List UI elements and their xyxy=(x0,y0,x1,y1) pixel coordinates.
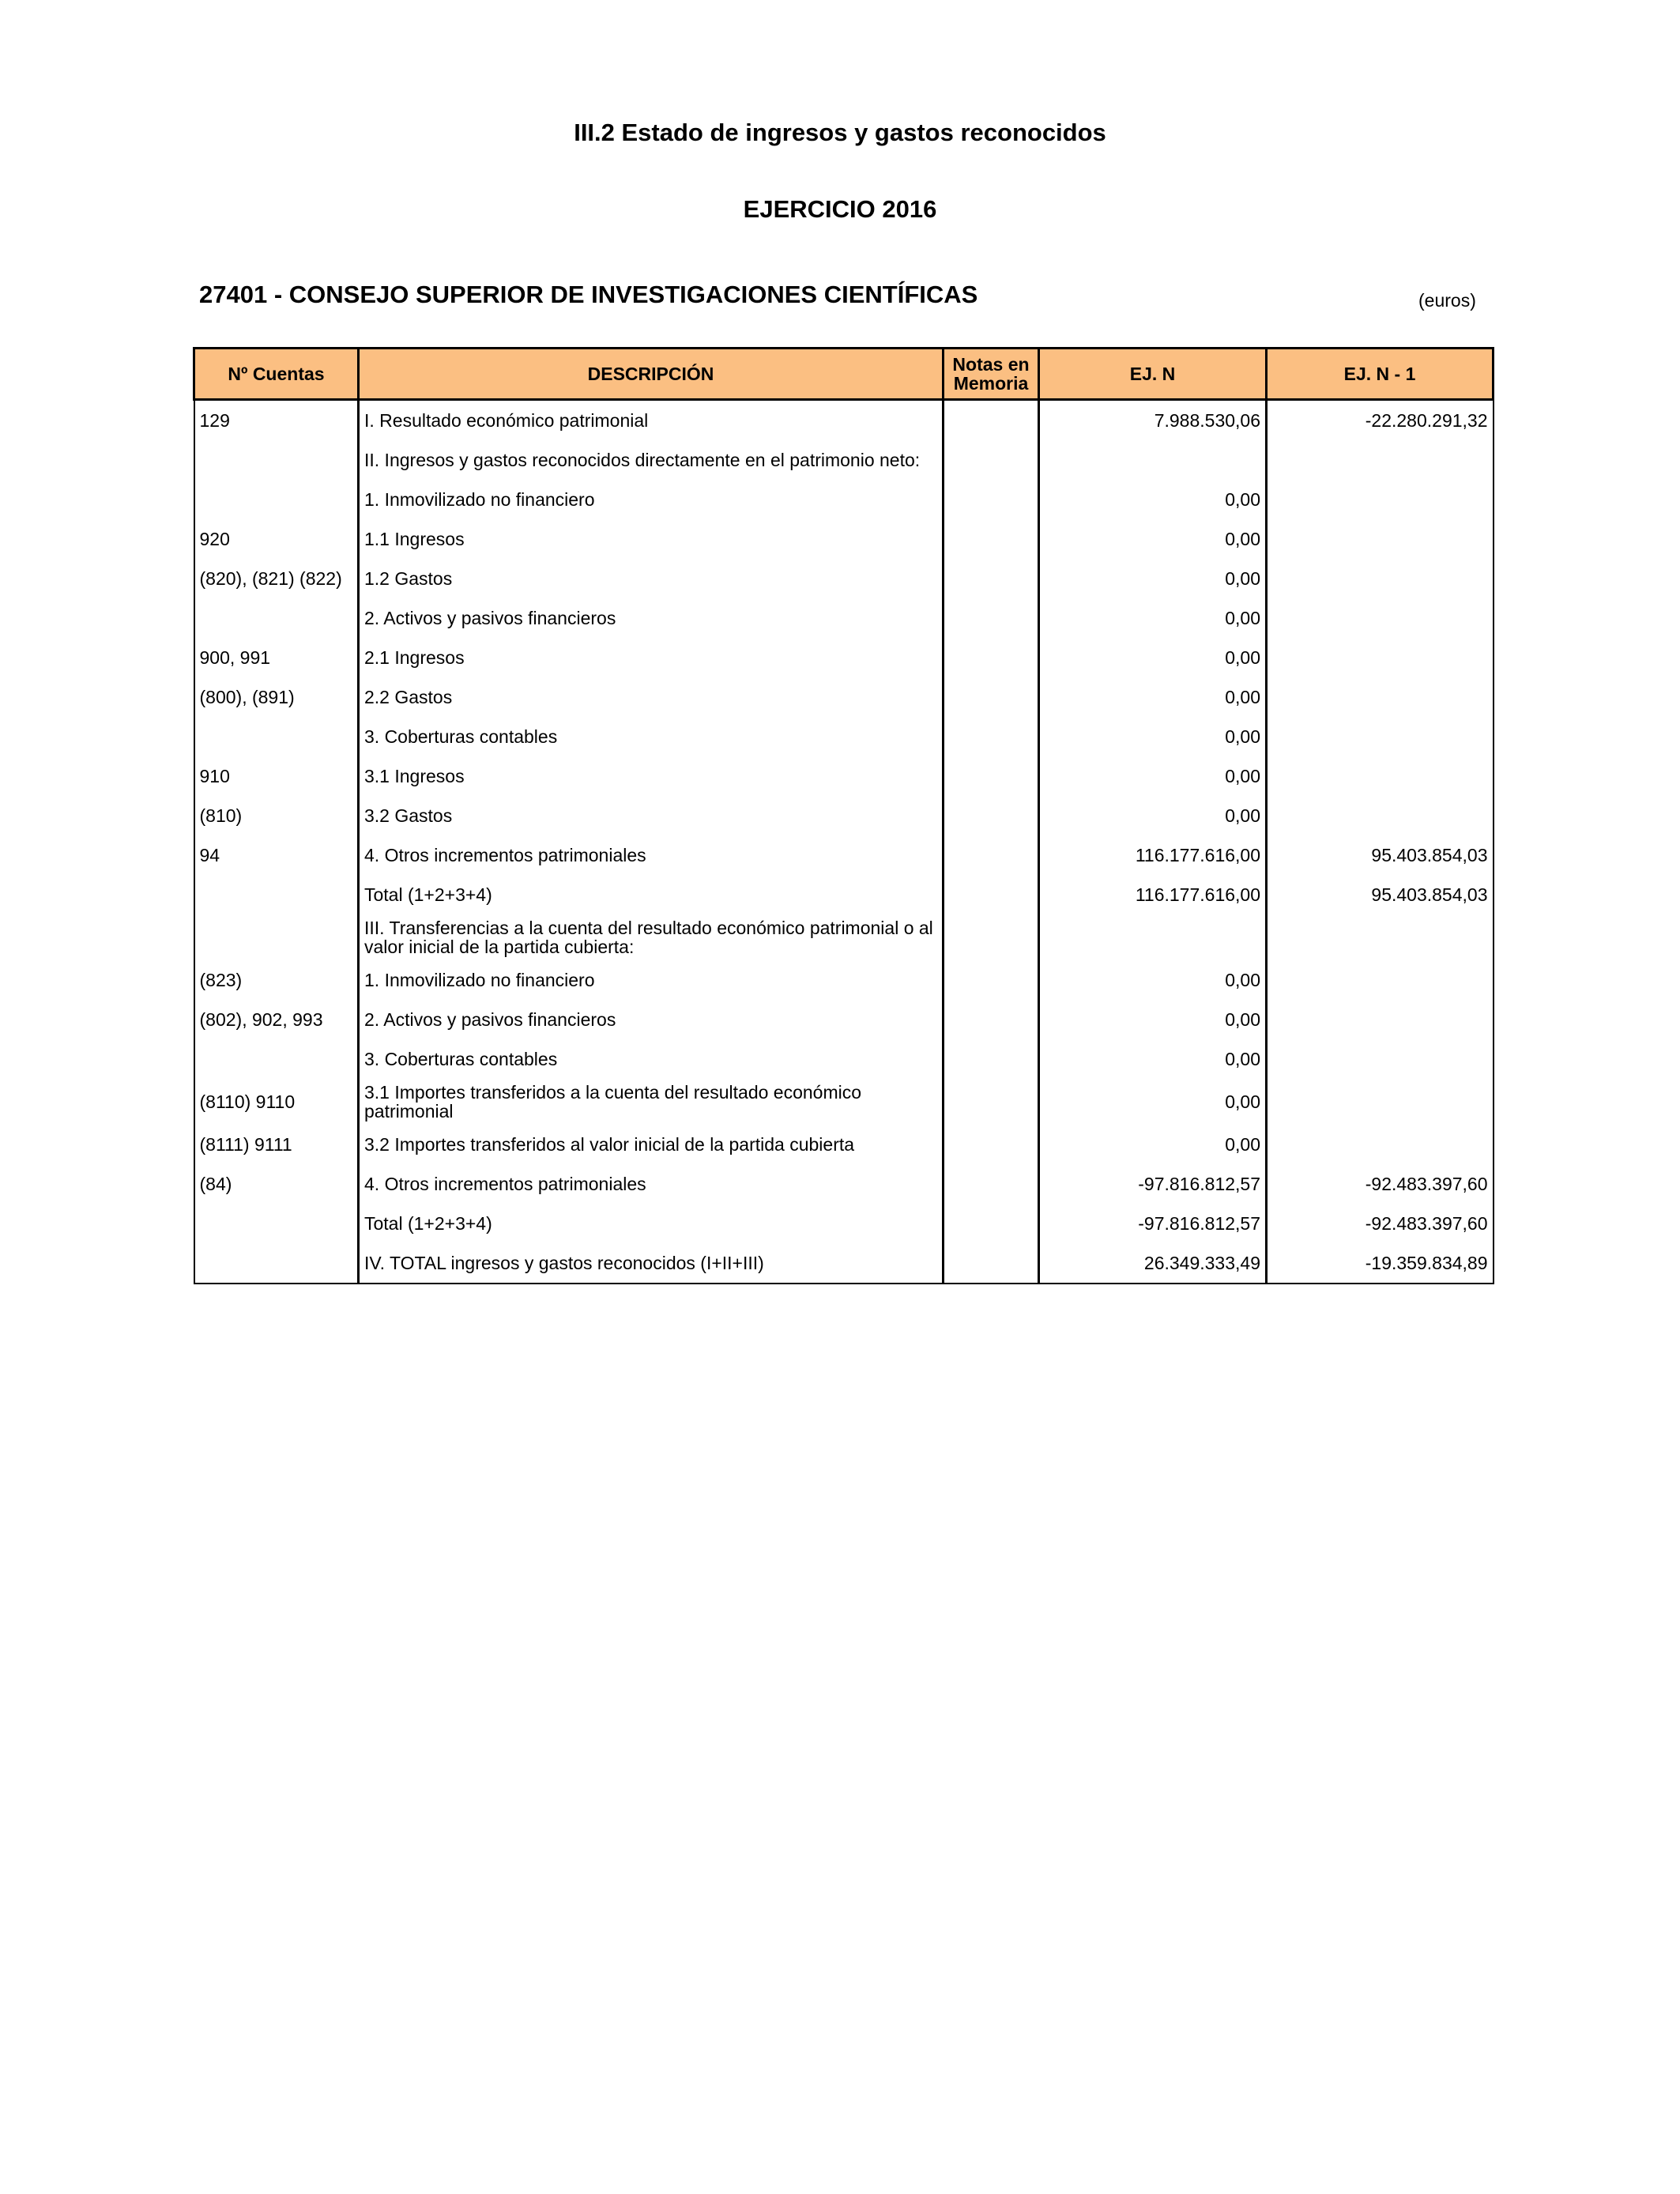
row-current-value: 0,00 xyxy=(1039,559,1267,598)
row-current-value: 0,00 xyxy=(1039,519,1267,559)
row-current-value: 0,00 xyxy=(1039,717,1267,756)
row-description: 3.1 Importes transferidos a la cuenta del resultado económico patrimonial xyxy=(359,1079,944,1125)
row-previous-value xyxy=(1267,960,1494,1000)
row-previous-value xyxy=(1267,1000,1494,1039)
table-row xyxy=(194,519,1494,559)
row-description: 4. Otros incrementos patrimoniales xyxy=(359,1164,944,1204)
table-row xyxy=(194,960,1494,1000)
row-previous-value xyxy=(1267,1039,1494,1079)
row-description: 1. Inmovilizado no financiero xyxy=(359,480,944,519)
table-row xyxy=(194,598,1494,638)
row-previous-value xyxy=(1267,598,1494,638)
row-notes xyxy=(944,677,1039,717)
row-account xyxy=(194,440,359,480)
row-description: 3.1 Ingresos xyxy=(359,756,944,796)
row-previous-value xyxy=(1267,677,1494,717)
row-current-value: 0,00 xyxy=(1039,1039,1267,1079)
table-row xyxy=(194,1243,1494,1284)
row-description: 3.2 Importes transferidos al valor inicial de la partida cubierta xyxy=(359,1125,944,1164)
table-header xyxy=(194,349,1494,400)
table-row xyxy=(194,914,1494,960)
row-previous-value xyxy=(1267,717,1494,756)
row-notes xyxy=(944,1164,1039,1204)
row-notes xyxy=(944,400,1039,441)
row-previous-value xyxy=(1267,796,1494,835)
row-current-value xyxy=(1039,440,1267,480)
row-description: 2.1 Ingresos xyxy=(359,638,944,677)
table-row xyxy=(194,756,1494,796)
row-current-value: 0,00 xyxy=(1039,638,1267,677)
row-current-value: 0,00 xyxy=(1039,756,1267,796)
table-row xyxy=(194,559,1494,598)
row-previous-value xyxy=(1267,756,1494,796)
row-description: 2. Activos y pasivos financieros xyxy=(359,598,944,638)
row-account: 910 xyxy=(194,756,359,796)
row-notes xyxy=(944,960,1039,1000)
row-account xyxy=(194,1243,359,1284)
row-description: I. Resultado económico patrimonial xyxy=(359,400,944,441)
table-row xyxy=(194,1079,1494,1125)
row-previous-value: -92.483.397,60 xyxy=(1267,1164,1494,1204)
row-notes xyxy=(944,440,1039,480)
row-account: 920 xyxy=(194,519,359,559)
row-description: Total (1+2+3+4) xyxy=(359,1204,944,1243)
row-description: 3. Coberturas contables xyxy=(359,717,944,756)
currency-units: (euros) xyxy=(1418,290,1476,311)
row-account: 94 xyxy=(194,835,359,875)
row-current-value: 0,00 xyxy=(1039,1125,1267,1164)
row-notes xyxy=(944,519,1039,559)
table-row xyxy=(194,480,1494,519)
row-previous-value xyxy=(1267,914,1494,960)
row-current-value: -97.816.812,57 xyxy=(1039,1204,1267,1243)
row-previous-value xyxy=(1267,440,1494,480)
table-row xyxy=(194,796,1494,835)
row-notes xyxy=(944,875,1039,914)
row-account: (84) xyxy=(194,1164,359,1204)
row-description: 1.1 Ingresos xyxy=(359,519,944,559)
row-notes xyxy=(944,717,1039,756)
row-notes xyxy=(944,796,1039,835)
row-description: 4. Otros incrementos patrimoniales xyxy=(359,835,944,875)
row-account: (820), (821) (822) xyxy=(194,559,359,598)
table-row xyxy=(194,835,1494,875)
row-notes xyxy=(944,1039,1039,1079)
row-account xyxy=(194,598,359,638)
row-previous-value: -92.483.397,60 xyxy=(1267,1204,1494,1243)
row-description: 2.2 Gastos xyxy=(359,677,944,717)
row-description: 3.2 Gastos xyxy=(359,796,944,835)
row-previous-value xyxy=(1267,638,1494,677)
row-notes xyxy=(944,835,1039,875)
row-previous-value xyxy=(1267,1079,1494,1125)
table-row xyxy=(194,677,1494,717)
row-previous-value xyxy=(1267,519,1494,559)
row-notes xyxy=(944,559,1039,598)
row-current-value: 0,00 xyxy=(1039,677,1267,717)
row-notes xyxy=(944,638,1039,677)
row-account: (8110) 9110 xyxy=(194,1079,359,1125)
row-notes xyxy=(944,598,1039,638)
row-description: 1.2 Gastos xyxy=(359,559,944,598)
row-previous-value xyxy=(1267,1125,1494,1164)
row-current-value: -97.816.812,57 xyxy=(1039,1164,1267,1204)
row-account: (800), (891) xyxy=(194,677,359,717)
row-notes xyxy=(944,1125,1039,1164)
row-account: (823) xyxy=(194,960,359,1000)
row-description: Total (1+2+3+4) xyxy=(359,875,944,914)
row-description: IV. TOTAL ingresos y gastos reconocidos (I+II+III) xyxy=(359,1243,944,1284)
row-current-value: 26.349.333,49 xyxy=(1039,1243,1267,1284)
header-accounts: Nº Cuentas xyxy=(194,349,359,400)
row-previous-value xyxy=(1267,559,1494,598)
header-notes: Notas en Memoria xyxy=(944,349,1039,400)
row-account xyxy=(194,914,359,960)
table-body xyxy=(194,400,1494,1284)
table-row xyxy=(194,400,1494,441)
header-description: DESCRIPCIÓN xyxy=(359,349,944,400)
table-row xyxy=(194,1000,1494,1039)
row-current-value: 0,00 xyxy=(1039,1079,1267,1125)
row-account xyxy=(194,1204,359,1243)
row-current-value: 7.988.530,06 xyxy=(1039,400,1267,441)
row-notes xyxy=(944,1243,1039,1284)
header-current-year: EJ. N xyxy=(1039,349,1267,400)
row-notes xyxy=(944,1204,1039,1243)
row-current-value: 116.177.616,00 xyxy=(1039,875,1267,914)
row-account xyxy=(194,717,359,756)
row-current-value: 0,00 xyxy=(1039,598,1267,638)
row-current-value: 0,00 xyxy=(1039,960,1267,1000)
row-current-value: 116.177.616,00 xyxy=(1039,835,1267,875)
row-description: 2. Activos y pasivos financieros xyxy=(359,1000,944,1039)
table-row xyxy=(194,440,1494,480)
row-account xyxy=(194,1039,359,1079)
row-description: 3. Coberturas contables xyxy=(359,1039,944,1079)
row-notes xyxy=(944,914,1039,960)
entity-name: 27401 - CONSEJO SUPERIOR DE INVESTIGACIONES CIENTÍFICAS xyxy=(199,281,978,308)
table-row xyxy=(194,638,1494,677)
exercise-year: EJERCICIO 2016 xyxy=(743,195,937,223)
table-row xyxy=(194,875,1494,914)
row-account xyxy=(194,875,359,914)
row-previous-value: -19.359.834,89 xyxy=(1267,1243,1494,1284)
row-description: II. Ingresos y gastos reconocidos directamente en el patrimonio neto: xyxy=(359,440,944,480)
row-notes xyxy=(944,480,1039,519)
row-account: 900, 991 xyxy=(194,638,359,677)
row-account: (8111) 9111 xyxy=(194,1125,359,1164)
row-account: (810) xyxy=(194,796,359,835)
row-notes xyxy=(944,756,1039,796)
row-previous-value: 95.403.854,03 xyxy=(1267,835,1494,875)
table-row xyxy=(194,717,1494,756)
table-row xyxy=(194,1204,1494,1243)
row-previous-value: 95.403.854,03 xyxy=(1267,875,1494,914)
row-current-value xyxy=(1039,914,1267,960)
row-notes xyxy=(944,1079,1039,1125)
table-row xyxy=(194,1164,1494,1204)
row-description: III. Transferencias a la cuenta del resultado económico patrimonial o al valor inicial de la partida cubierta: xyxy=(359,914,944,960)
row-account xyxy=(194,480,359,519)
row-current-value: 0,00 xyxy=(1039,480,1267,519)
row-account: 129 xyxy=(194,400,359,441)
row-notes xyxy=(944,1000,1039,1039)
row-account: (802), 902, 993 xyxy=(194,1000,359,1039)
page-title: III.2 Estado de ingresos y gastos reconocidos xyxy=(574,119,1106,146)
table-row xyxy=(194,1039,1494,1079)
row-description: 1. Inmovilizado no financiero xyxy=(359,960,944,1000)
income-expense-statement-table xyxy=(193,347,1494,1284)
table-row xyxy=(194,1125,1494,1164)
row-current-value: 0,00 xyxy=(1039,796,1267,835)
header-previous-year: EJ. N - 1 xyxy=(1267,349,1494,400)
row-current-value: 0,00 xyxy=(1039,1000,1267,1039)
row-previous-value: -22.280.291,32 xyxy=(1267,400,1494,441)
row-previous-value xyxy=(1267,480,1494,519)
